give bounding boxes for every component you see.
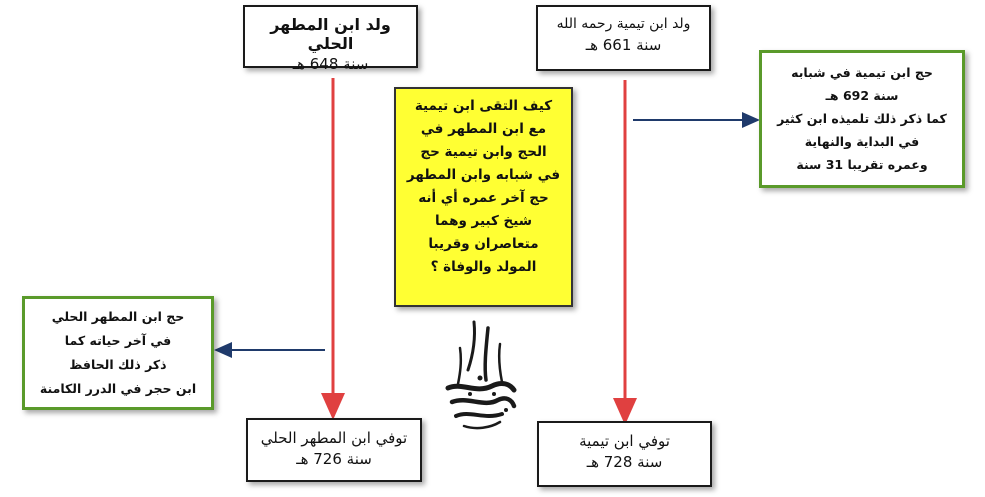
hilli-death-box	[246, 418, 422, 482]
hilli-hajj-line-3: ذكر ذلك الحافظ	[69, 357, 167, 372]
question-box	[394, 87, 573, 307]
question-line-7: متعاصران وقريبا	[428, 236, 539, 252]
question-line-4: في شبابه وابن المطهر	[406, 167, 561, 183]
taymiyya-death-title: توفي ابن تيمية	[579, 432, 670, 450]
hilli-hajj-line-4: ابن حجر في الدرر الكامنة	[39, 381, 197, 396]
hilli-hajj-line-2: في آخر حياته كما	[64, 333, 172, 348]
taymiyya-birth-box	[536, 5, 711, 71]
taymiyya-hajj-line-5: وعمره تقريبا 31 سنة	[796, 157, 928, 172]
taymiyya-hajj-note	[759, 50, 965, 188]
hilli-birth-year: سنة 648 هـ	[292, 55, 369, 73]
taymiyya-hajj-line-4: في البداية والنهاية	[804, 134, 920, 149]
hilli-birth-title: ولد ابن المطهر الحلي	[270, 15, 391, 53]
calligraphy-signature-icon	[440, 318, 520, 436]
taymiyya-hajj-line-3: كما ذكر ذلك تلميذه ابن كثير	[777, 111, 947, 126]
question-line-6: شيخ كبير وهما	[434, 213, 533, 229]
taymiyya-death-year: سنة 728 هـ	[586, 453, 663, 471]
hilli-birth-box	[243, 5, 418, 73]
taymiyya-hajj-line-2: سنة 692 هـ	[825, 88, 899, 103]
question-line-5: حج آخر عمره أي أنه	[418, 190, 549, 206]
taymiyya-hajj-line-1: حج ابن تيمية في شبابه	[791, 65, 933, 80]
hilli-hajj-line-1: حج ابن المطهر الحلي	[51, 309, 185, 324]
question-line-2: مع ابن المطهر في	[420, 121, 547, 137]
hilli-hajj-note	[22, 296, 214, 410]
question-line-8: المولد والوفاة ؟	[430, 259, 537, 275]
question-line-1: كيف التقى ابن تيمية	[414, 98, 553, 114]
question-line-3: الحج وابن تيمية حج	[420, 144, 547, 160]
hilli-death-title: توفي ابن المطهر الحلي	[260, 429, 408, 447]
taymiyya-birth-year: سنة 661 هـ	[585, 36, 662, 54]
taymiyya-death-box	[537, 421, 712, 487]
taymiyya-birth-title: ولد ابن تيمية رحمه الله	[556, 16, 691, 32]
hilli-death-year: سنة 726 هـ	[296, 450, 372, 468]
